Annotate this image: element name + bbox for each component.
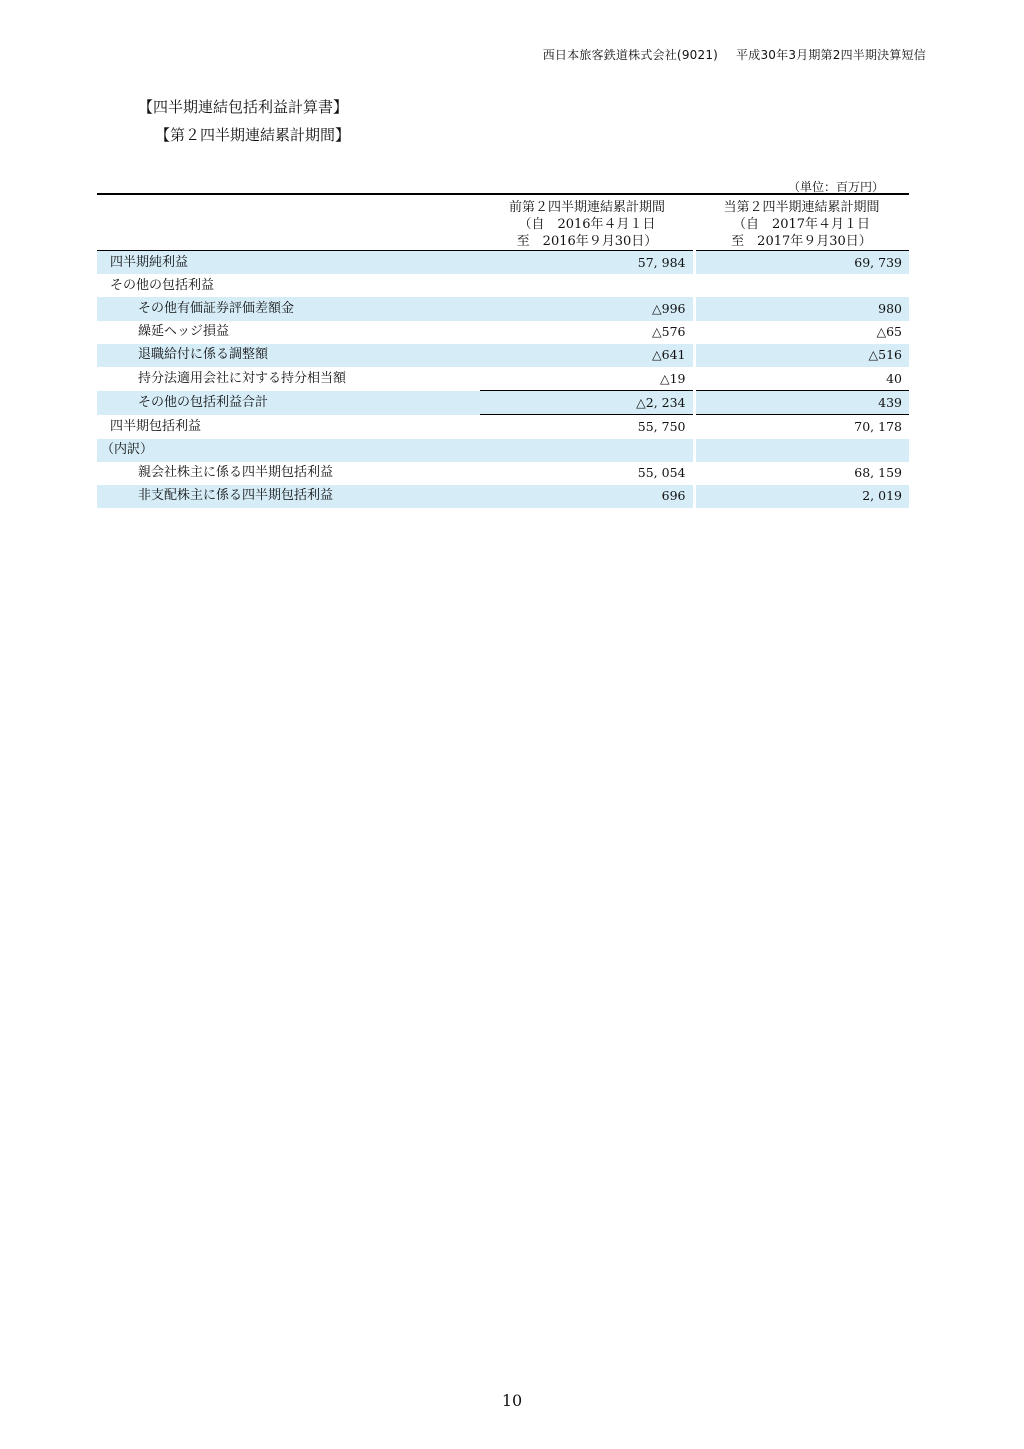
table-row xyxy=(97,415,909,439)
statement-period-title: 【第２四半期連結累計期間】 xyxy=(155,126,351,144)
table-row xyxy=(97,462,909,485)
header-previous-line2: （自 2016年４月１日 xyxy=(518,217,656,232)
row-label: 親会社株主に係る四半期包括利益 xyxy=(138,465,334,481)
header-previous-period xyxy=(480,194,694,251)
table-row xyxy=(97,391,909,415)
row-current-value: 980 xyxy=(694,297,909,320)
row-label: 非支配株主に係る四半期包括利益 xyxy=(97,485,480,508)
company-name: 西日本旅客鉄道株式会社(9021) xyxy=(542,48,719,62)
row-previous-value xyxy=(480,274,694,297)
row-label: その他の包括利益合計 xyxy=(97,391,480,415)
row-current-value: 2, 019 xyxy=(694,485,909,508)
row-current-value: 439 xyxy=(694,391,909,415)
row-label: 持分法適用会社に対する持分相当額 xyxy=(138,370,347,386)
row-label: 退職給付に係る調整額 xyxy=(97,344,480,367)
row-current-value: 69, 739 xyxy=(694,251,909,275)
report-name: 平成30年3月期第2四半期決算短信 xyxy=(736,48,926,62)
row-label: その他の包括利益 xyxy=(110,277,215,293)
table-row xyxy=(97,485,909,508)
row-previous-value: △996 xyxy=(480,297,694,320)
row-current-value xyxy=(694,274,909,297)
header-previous-line3: 至 2016年９月30日） xyxy=(516,234,658,249)
table-row xyxy=(97,344,909,367)
statement-title: 【四半期連結包括利益計算書】 xyxy=(138,98,349,116)
row-previous-value: 696 xyxy=(480,485,694,508)
row-label: 四半期包括利益 xyxy=(110,418,202,434)
header-current-period xyxy=(694,194,909,251)
header-previous-line1: 前第２四半期連結累計期間 xyxy=(508,200,665,215)
row-current-value: △65 xyxy=(876,324,902,340)
row-current-value xyxy=(694,439,909,462)
unit-note: （単位：百万円） xyxy=(788,180,885,194)
row-label: 繰延ヘッジ損益 xyxy=(138,324,230,340)
row-previous-value: △19 xyxy=(480,367,694,391)
row-current-value: 68, 159 xyxy=(854,465,902,481)
header-current-line1: 当第２四半期連結累計期間 xyxy=(723,200,880,215)
comprehensive-income-table xyxy=(97,193,909,508)
row-previous-value: △641 xyxy=(480,344,694,367)
row-previous-value xyxy=(480,439,694,462)
table-row xyxy=(97,274,909,297)
row-previous-value: 57, 984 xyxy=(480,251,694,275)
header-blank-cell xyxy=(97,194,480,251)
table-row xyxy=(97,367,909,391)
table-row xyxy=(97,439,909,462)
table-header-row xyxy=(97,194,909,251)
table-row xyxy=(97,297,909,320)
row-current-value: △516 xyxy=(694,344,909,367)
row-previous-value: 55, 750 xyxy=(480,415,694,439)
page-header xyxy=(543,46,926,63)
row-current-value: 70, 178 xyxy=(694,415,909,439)
row-previous-value: 55, 054 xyxy=(480,462,694,485)
row-label: その他有価証券評価差額金 xyxy=(97,297,480,320)
page-number: 10 xyxy=(501,1391,523,1410)
row-previous-value: △2, 234 xyxy=(480,391,694,415)
table-row xyxy=(97,321,909,344)
header-current-line2: （自 2017年４月１日 xyxy=(732,217,871,232)
row-label: 四半期純利益 xyxy=(97,251,480,275)
row-label: （内訳） xyxy=(97,439,480,462)
header-current-line3: 至 2017年９月30日） xyxy=(731,234,872,249)
table-row xyxy=(97,251,909,275)
row-current-value: 40 xyxy=(886,370,902,386)
row-previous-value: △576 xyxy=(480,321,694,344)
